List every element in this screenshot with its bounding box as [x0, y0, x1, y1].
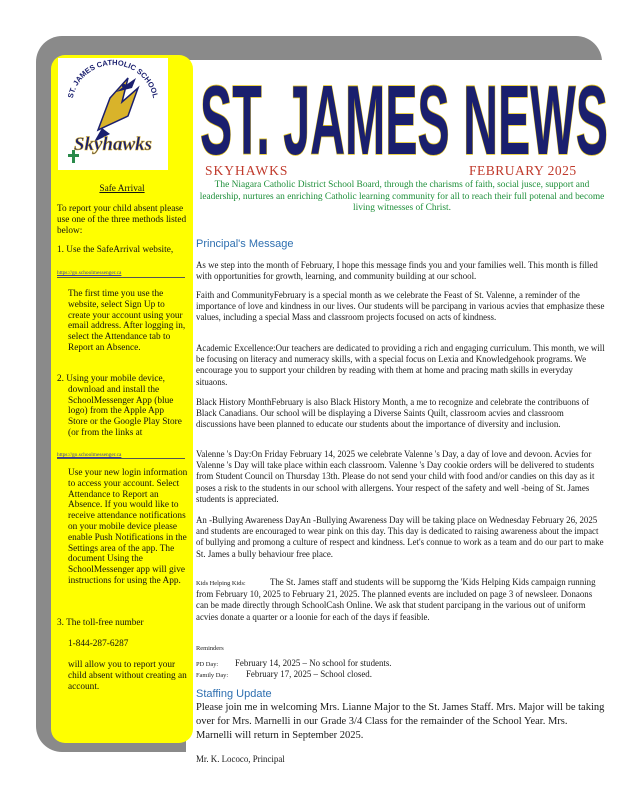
faith-community: Faith and CommunityFebruary is a special month as we celebrate the Feast of St. Valenne, a reminder of the importance of love and kindness in our lives. Our students will be parcipang in various acvies that emphasize these values, including a special Mass and classroom projects focused on acts of kindness. [196, 290, 605, 323]
method-1-instructions: The first time you use the website, select Sign Up to create your account using your email address. After logging in, select the Attendance tab to Report an Absence. [68, 289, 186, 353]
newsletter-title: ST. JAMES NEWS [200, 65, 608, 164]
family-text: February 17, 2025 – School closed. [246, 669, 372, 679]
safe-arrival-title: Safe Arrival [99, 184, 145, 194]
divider [57, 277, 185, 278]
toll-free-phone: 1-844-287-6287 [68, 639, 129, 649]
principal-signature: Mr. K. Lococo, Principal [196, 754, 285, 764]
method-2 [57, 374, 183, 439]
method-2-text: 2. Using your mobile device, download and install the SchoolMessenger App (blue logo) from the Apple App Store or the Google Play Store (or from the links at [57, 374, 182, 438]
anti-bullying-day: An -Bullying Awareness DayAn -Bullying Awareness Day will be taking place on Wednesday February 26, 2025 and students are encouraged to wear pink on this day. This day is dedicated to raising awareness about the impact of bullying and promong a culture of respect and kindness. Let's connue to work as a team and do our part to make St. James a bully behaviour free place. [196, 515, 604, 559]
school-logo [58, 58, 168, 170]
divider [57, 458, 185, 459]
principal-heading: Principal's Message [196, 238, 294, 250]
academic-excellence: Academic Excellence:Our teachers are dedicated to providing a rich and engaging curriculum. This month, we will be focusing on literacy and numeracy skills, with a special focus on Lexia and Knowledgehook programs. We encourage you to support your children by reading with them at home and pracing math skills in everyday situaons. [196, 343, 605, 387]
logo-arc-text: ST. JAMES CATHOLIC SCHOOL [65, 58, 161, 99]
staffing-text: Please join me in welcoming Mrs. Lianne Major to the St. James Staff. Mrs. Major will be taking over for Mrs. Marnelli in our Grade 3/4 Class for the remainder of the School Year. Mrs. Marnelli will return in September 2025. [196, 702, 605, 741]
staffing-heading: Staffing Update [196, 688, 272, 700]
valentines-day: Valenne 's Day:On Friday February 14, 2025 we celebrate Valenne 's Day, a day of love and devoon. Acvies for Valenne 's Day will take place within each classroom. Valenne 's Day cookie orders will be delivered to students from Student Council on Thursday 13th. Please do not send your child with food and/or candies on this day as it poses a risk to the students in our school with allergens. Your respect of the safety and well -being of St. James students is appreciated. [196, 449, 595, 504]
mission-statement: The Niagara Catholic District School Board, through the charisms of faith, social jusce, support and leadership, nurtures an enriching Catholic learning community for all to reach their full potenal and become living witnesses of Christ. [199, 180, 605, 214]
pd-label: PD Day: [196, 661, 219, 668]
reminder-family-day [196, 669, 606, 681]
safearrival-link-1[interactable]: https://go.schoolmessenger.ca [57, 270, 122, 276]
method-2-instructions: Use your new login information to access your account. Select Attendance to Report an Absence. If you would like to receive attendance notifications on your mobile device please enable Push Notifications in the Settings area of the app. The document Using the SchoolMessenger app will give instructions for using the App. [68, 468, 188, 586]
black-history-month: Black History MonthFebruary is also Black History Month, a me to recognize and celebrate the contribuons of Black Canadians. Our school will be displaying a Diverse Saints Quilt, classroom acvies and classroom discussions have been planned to educate our students about the importance of diversity and inclusion. [196, 397, 590, 430]
masthead [196, 58, 616, 164]
safe-arrival-intro: To report your child absent please use one of the three methods listed below: [57, 204, 187, 236]
kids-helping-kids [196, 577, 606, 623]
team-name: SKYHAWKS [205, 163, 289, 178]
safearrival-link-2[interactable]: https://go.schoolmessenger.ca [57, 452, 122, 458]
reminders-label: Reminders [196, 645, 224, 652]
kids-text: The St. James staff and students will be supporng the 'Kids Helping Kids campaign running from February 10, 2025 to February 21, 2025. The planned events are included on page 3 of newsleer. Donaons can be made directly through SchoolCash Online. We ask that student parcipang in the various out of uniform acvies donate a quarter or a loonie for each of the days if feasible. [196, 577, 596, 622]
logo-team-text: Skyhawks [73, 134, 153, 155]
family-label: Family Day: [196, 672, 229, 679]
method-3: 3. The toll-free number [57, 618, 144, 628]
principal-intro: As we step into the month of February, I hope this message finds you and your families well. This month is filled with opportunities for growth, learning, and community building at our school. [196, 260, 598, 282]
method-1: 1. Use the SafeArrival website, [57, 245, 174, 255]
pd-text: February 14, 2025 – No school for students. [235, 658, 392, 668]
method-3-instructions: will allow you to report your child absent without creating an account. [68, 660, 187, 692]
kids-label: Kids Helping Kids: [196, 580, 246, 587]
issue-date: FEBRUARY 2025 [469, 163, 577, 178]
